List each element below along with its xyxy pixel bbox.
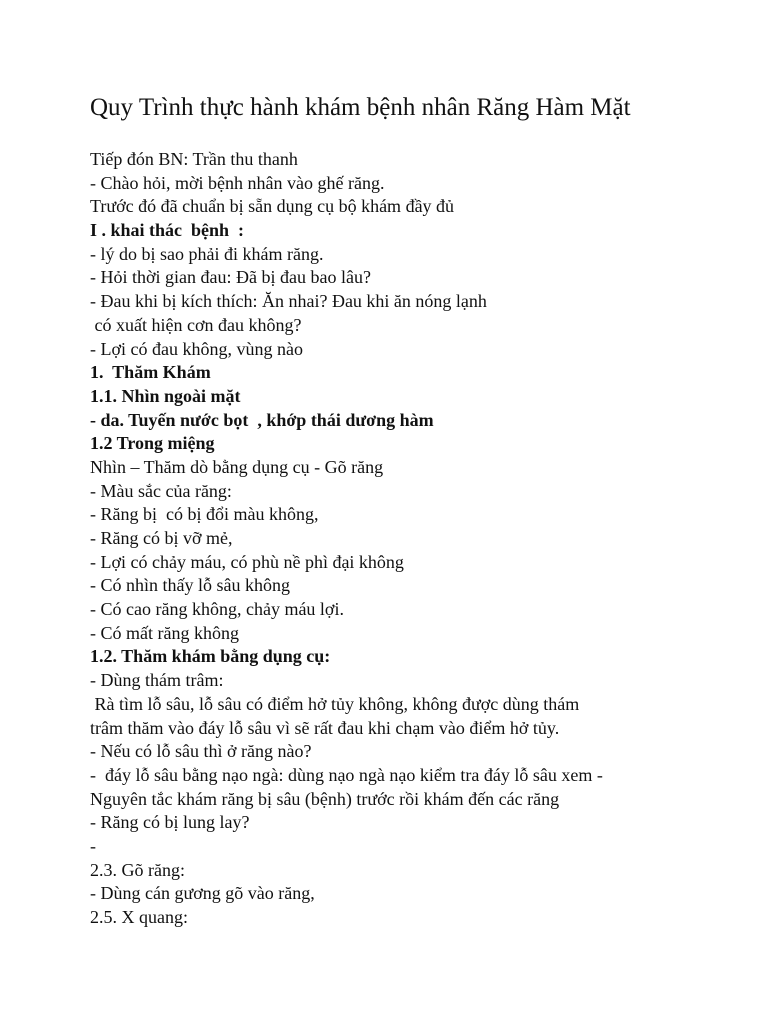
- document-body: [90, 148, 740, 930]
- text-line: Nhìn – Thăm dò bằng dụng cụ - Gõ răng: [90, 456, 384, 477]
- text-line: - Lợi có đau không, vùng nào: [90, 338, 303, 359]
- section-heading: 1.1. Nhìn ngoài mặt: [90, 385, 241, 406]
- text-line: - Dùng cán gương gõ vào răng,: [90, 883, 315, 904]
- text-line: - Nếu có lỗ sâu thì ở răng nào?: [90, 741, 312, 762]
- text-line: - Chào hỏi, mời bệnh nhân vào ghế răng.: [90, 172, 385, 193]
- text-line: - Răng có bị lung lay?: [90, 812, 250, 833]
- text-line: - Hỏi thời gian đau: Đã bị đau bao lâu?: [90, 267, 371, 288]
- text-line: - Dùng thám trâm:: [90, 670, 224, 691]
- text-line: - Răng bị có bị đổi màu không,: [90, 504, 319, 525]
- text-line: - Có nhìn thấy lỗ sâu không: [90, 575, 290, 596]
- text-line: Nguyên tắc khám răng bị sâu (bệnh) trước rồi khám đến các răng: [90, 788, 560, 809]
- text-line: 2.5. X quang:: [90, 907, 188, 927]
- text-line: - Lợi có chảy máu, có phù nề phì đại không: [90, 551, 404, 572]
- text-line: Trước đó đã chuẩn bị sẵn dụng cụ bộ khám đầy đủ: [90, 196, 455, 217]
- text-line: - Có cao răng không, chảy máu lợi.: [90, 599, 344, 620]
- section-heading: 1.2. Thăm khám bằng dụng cụ:: [90, 646, 331, 667]
- text-line: Tiếp đón BN: Trần thu thanh: [90, 149, 298, 169]
- section-heading: - da. Tuyến nước bọt , khớp thái dương hàm: [90, 409, 434, 430]
- text-line: - lý do bị sao phải đi khám răng.: [90, 243, 324, 264]
- text-line: - Răng có bị vỡ mẻ,: [90, 528, 233, 548]
- text-line: Rà tìm lỗ sâu, lỗ sâu có điểm hở tủy không, không được dùng thám: [90, 693, 580, 714]
- text-line: có xuất hiện cơn đau không?: [90, 314, 302, 335]
- document-title: Quy Trình thực hành khám bệnh nhân Răng Hàm Mặt: [90, 94, 631, 121]
- text-line: - đáy lỗ sâu bằng nạo ngà: dùng nạo ngà nạo kiểm tra đáy lỗ sâu xem -: [90, 764, 603, 785]
- text-line: - Có mất răng không: [90, 622, 239, 643]
- document-page: [90, 90, 740, 930]
- section-heading: 1. Thăm Khám: [90, 362, 211, 383]
- section-heading: I . khai thác bệnh :: [90, 220, 245, 241]
- text-line: - Màu sắc của răng:: [90, 480, 232, 501]
- section-heading: 1.2 Trong miệng: [90, 433, 215, 454]
- text-line: - Đau khi bị kích thích: Ăn nhai? Đau khi ăn nóng lạnh: [90, 291, 487, 312]
- text-line: 2.3. Gõ răng:: [90, 859, 185, 880]
- text-line: -: [90, 835, 96, 856]
- text-line: trâm thăm vào đáy lỗ sâu vì sẽ rất đau khi chạm vào điểm hở tủy.: [90, 717, 560, 738]
